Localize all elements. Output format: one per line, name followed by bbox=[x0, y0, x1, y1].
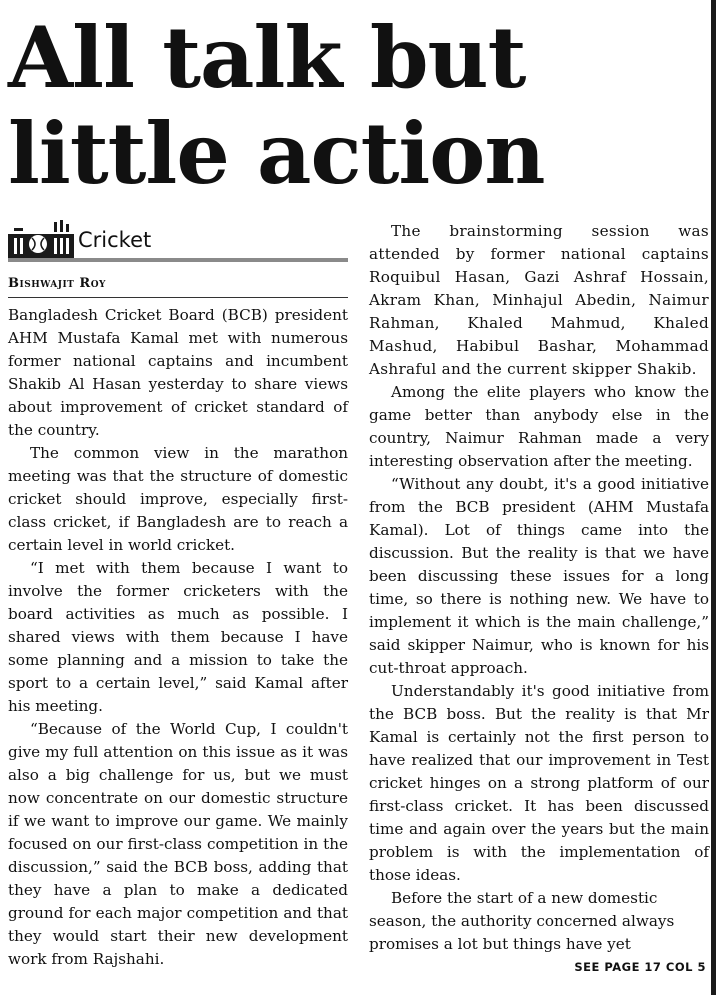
left-paragraph-4: “Because of the World Cup, I couldn't give my full attention on this issue as it was also a big challenge for us, but we must now concentrate on our domestic structure if we want to improve our game. We mainly focused on our first-class competition in the discussion,” said the BCB boss, adding that they have a plan to make a dedicated ground for each major competition and that they would start their new development work from Rajshahi. bbox=[8, 720, 348, 968]
section-rule bbox=[8, 258, 348, 262]
section-label: Cricket bbox=[78, 228, 152, 252]
right-column bbox=[369, 220, 709, 956]
cricket-ball-stumps-icon bbox=[8, 218, 74, 258]
left-paragraph-2: The common view in the marathon meeting was that the structure of domestic cricket should improve, especially first-class cricket, if Bangladesh are to reach a certain level in world cricket. bbox=[8, 444, 348, 554]
headline-line-1: All talk but bbox=[8, 8, 526, 107]
section-kicker bbox=[8, 218, 348, 258]
right-paragraph-3: “Without any doubt, it's a good initiative from the BCB president (AHM Mustafa Kamal). Lot of things came into the discussion. But the reality is that we have been discussing these issues for a long time, so there is nothing new. We have to implement it which is the main challenge,” said skipper Naimur, who is known for his cut-throat approach. bbox=[369, 475, 709, 677]
jump-line: SEE PAGE 17 COL 5 bbox=[574, 960, 706, 974]
byline: Bishwajit Roy bbox=[8, 276, 106, 291]
headline bbox=[8, 10, 708, 202]
headline-line-2: little action bbox=[8, 104, 545, 203]
left-paragraph-1: Bangladesh Cricket Board (BCB) president AHM Mustafa Kamal met with numerous former national captains and incumbent Shakib Al Hasan yesterday to share views about improvement of cricket standard of the country. bbox=[8, 306, 348, 439]
byline-rule bbox=[8, 297, 348, 298]
right-paragraph-5: Before the start of a new domestic season, the authority concerned always promises a lot but things have yet bbox=[369, 889, 675, 953]
left-paragraph-3: “I met with them because I want to involve the former cricketers with the board activities as much as possible. I shared views with them because I have some planning and a mission to take the sport to a certain level,” said Kamal after his meeting. bbox=[8, 559, 348, 715]
right-border-rule bbox=[711, 0, 716, 995]
right-paragraph-2: Among the elite players who know the game better than anybody else in the country, Naimur Rahman made a very interesting observation after the meeting. bbox=[369, 383, 709, 470]
right-paragraph-1: The brainstorming session was attended by former national captains Roquibul Hasan, Gazi Ashraf Hossain, Akram Khan, Minhajul Abedin, Naimur Rahman, Khaled Mahmud, Khaled Mashud, Habibul Bashar, Mohammad Ashraful and the current skipper Shakib. bbox=[369, 222, 709, 378]
right-paragraph-4: Understandably it's good initiative from the BCB boss. But the reality is that Mr Kamal is certainly not the first person to have realized that our improvement in Test cricket hinges on a strong platform of our first-class cricket. It has been discussed time and again over the years but the main problem is with the implementation of those ideas. bbox=[369, 682, 709, 884]
left-column bbox=[8, 218, 348, 971]
